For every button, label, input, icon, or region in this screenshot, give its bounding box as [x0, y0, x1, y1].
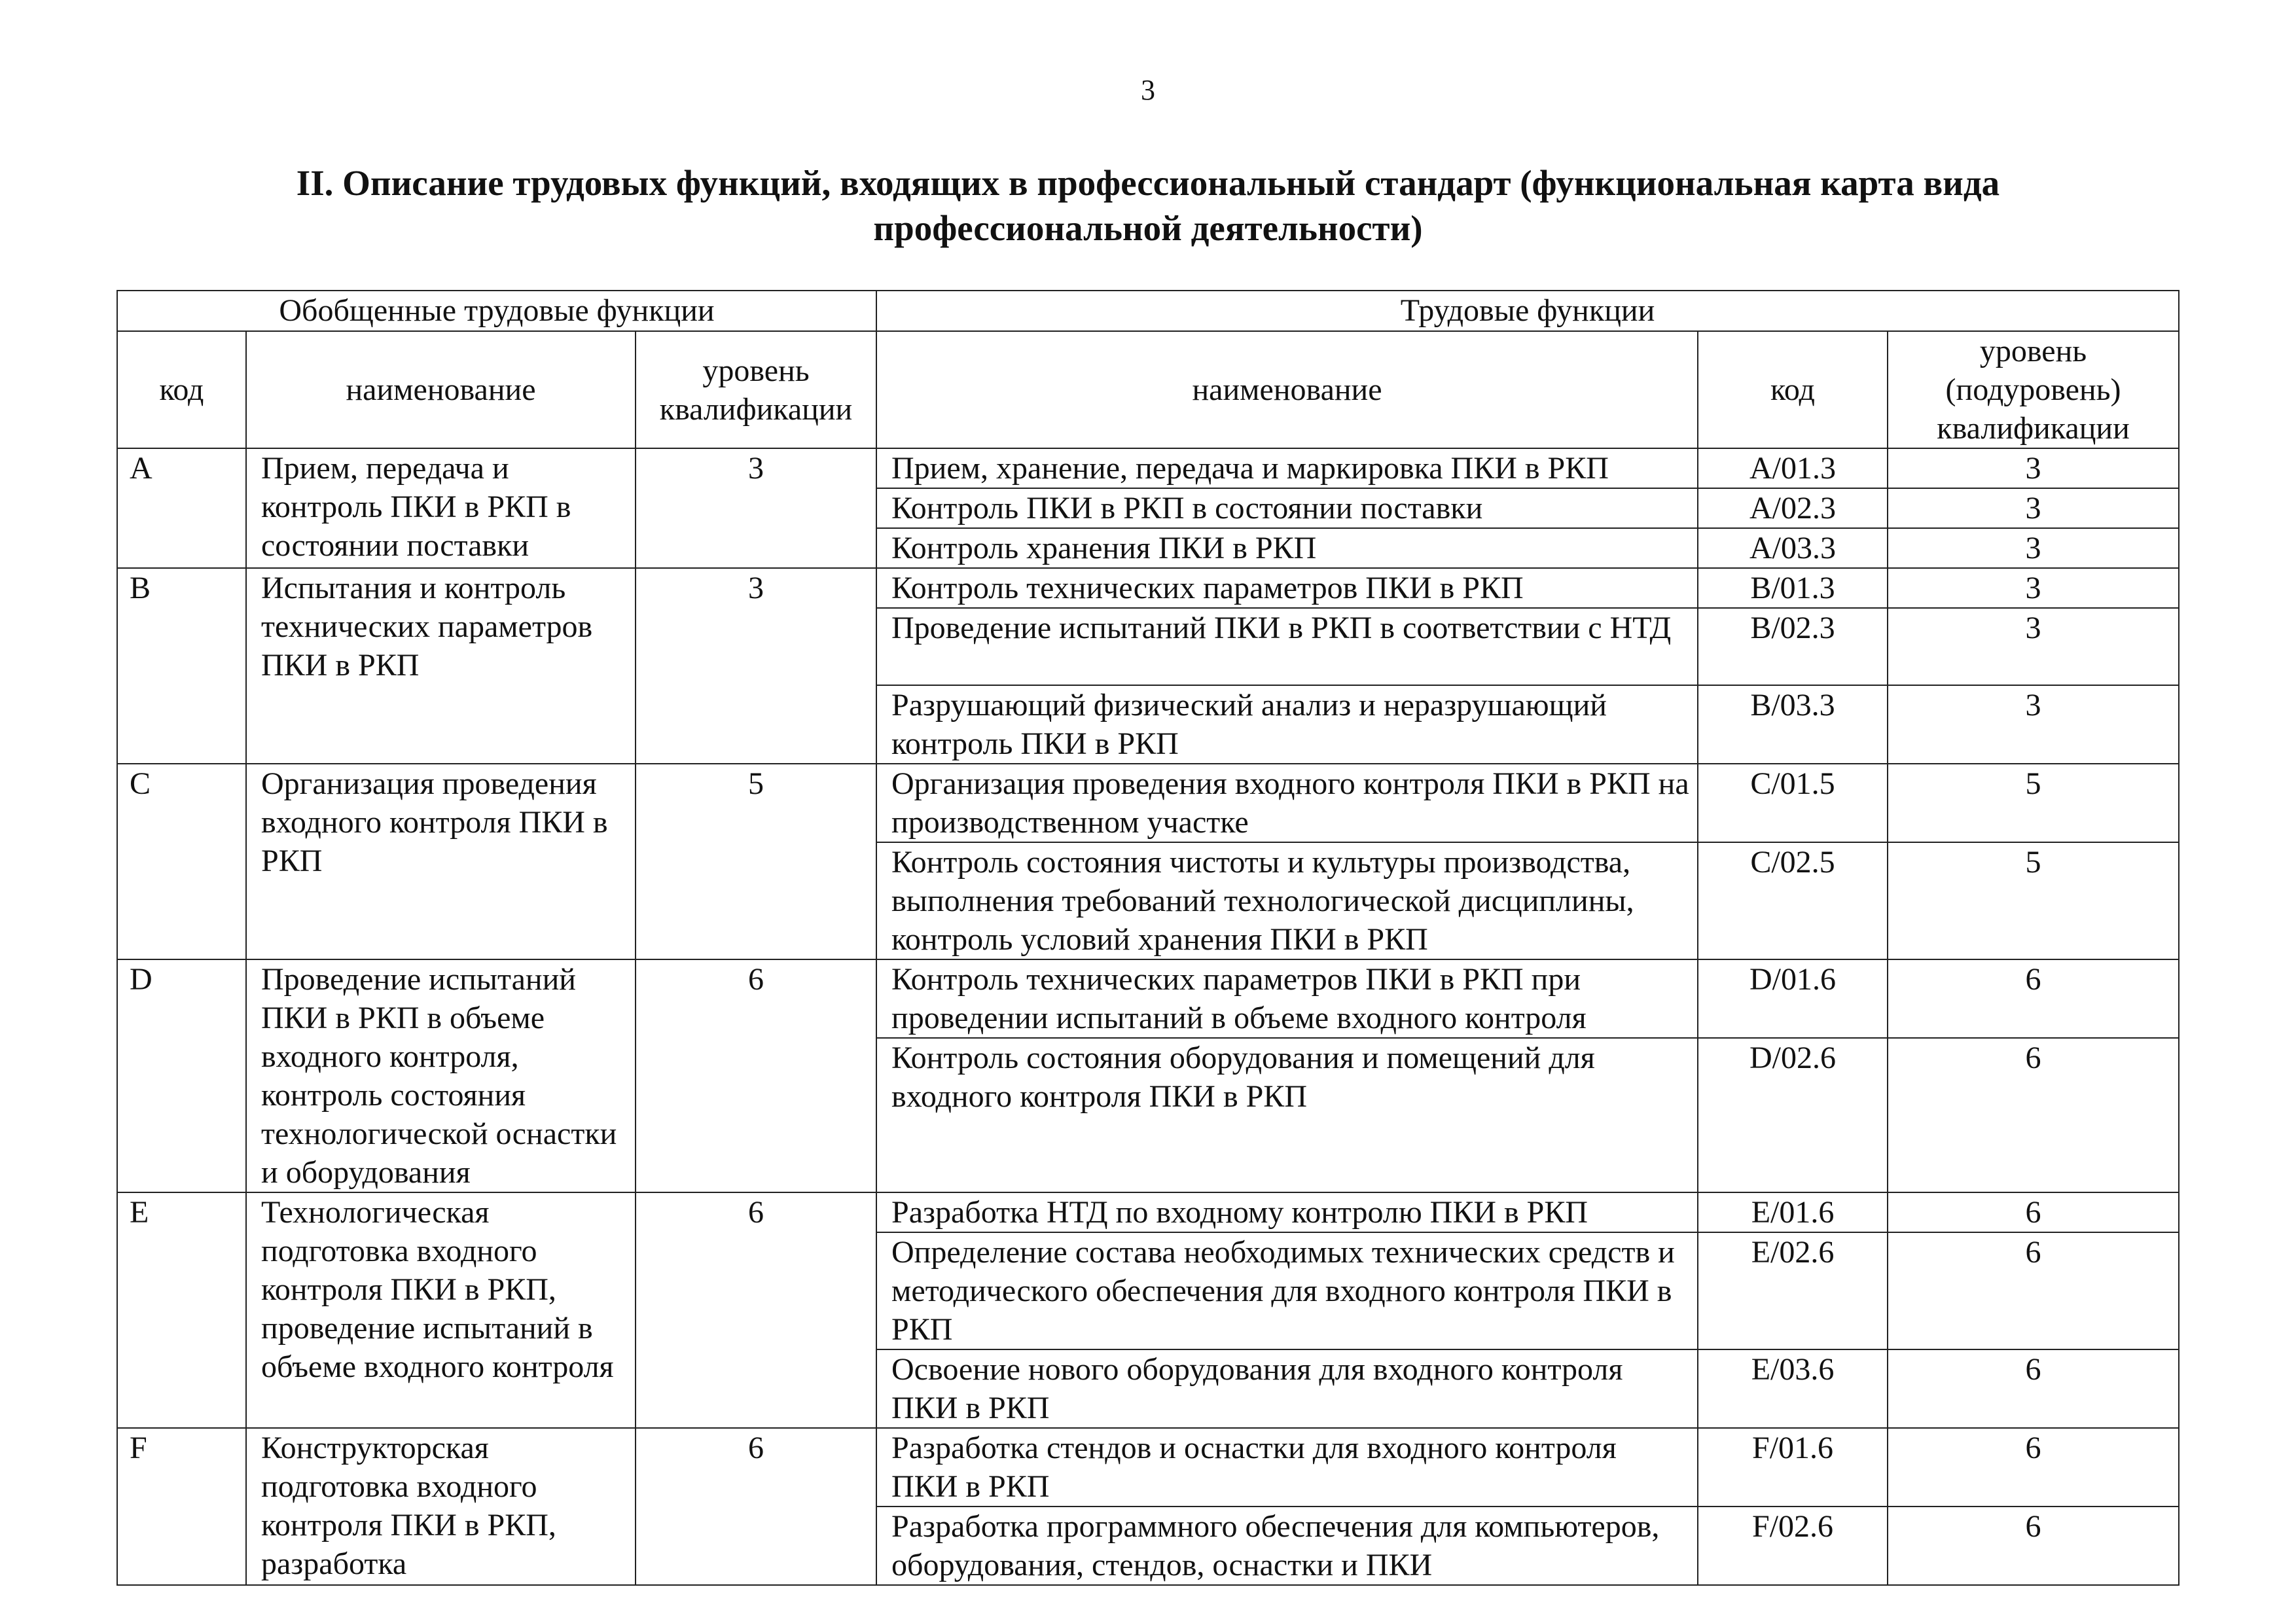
column-header-f-name: наименование	[876, 331, 1698, 448]
labor-function-code: F/02.6	[1698, 1507, 1888, 1585]
generalized-function-level: 3	[636, 448, 876, 568]
labor-function-code: B/01.3	[1698, 568, 1888, 608]
generalized-function-level: 5	[636, 764, 876, 959]
labor-function-code: C/02.5	[1698, 842, 1888, 959]
table-row	[117, 959, 2179, 1038]
table-row	[117, 764, 2179, 842]
labor-function-name: Прием, хранение, передача и маркировка ПКИ в РКП	[876, 448, 1698, 488]
labor-function-level: 3	[1888, 568, 2179, 608]
labor-function-name: Освоение нового оборудования для входного контроля ПКИ в РКП	[876, 1349, 1698, 1428]
generalized-function-code: B	[117, 568, 246, 764]
generalized-function-name: Прием, передача и контроль ПКИ в РКП в состоянии поставки	[246, 448, 636, 568]
column-header-f-level: уровень (подуровень) квалификации	[1888, 331, 2179, 448]
table-row	[117, 568, 2179, 608]
labor-function-code: D/02.6	[1698, 1038, 1888, 1192]
generalized-function-level: 6	[636, 1428, 876, 1585]
labor-function-level: 6	[1888, 1038, 2179, 1192]
labor-function-level: 3	[1888, 608, 2179, 685]
table-row	[117, 448, 2179, 488]
labor-function-level: 6	[1888, 959, 2179, 1038]
labor-function-name: Проведение испытаний ПКИ в РКП в соответствии с НТД	[876, 608, 1698, 685]
labor-function-code: B/02.3	[1698, 608, 1888, 685]
labor-function-code: B/03.3	[1698, 685, 1888, 764]
generalized-function-name: Проведение испытаний ПКИ в РКП в объеме входного контроля, контроль состояния технологической оснастки и оборудования	[246, 959, 636, 1192]
labor-function-code: E/01.6	[1698, 1192, 1888, 1232]
labor-function-level: 6	[1888, 1192, 2179, 1232]
labor-function-name: Разработка НТД по входному контролю ПКИ в РКП	[876, 1192, 1698, 1232]
labor-function-name: Определение состава необходимых технических средств и методического обеспечения для входного контроля ПКИ в РКП	[876, 1232, 1698, 1349]
table-row	[117, 1192, 2179, 1232]
labor-function-name: Организация проведения входного контроля ПКИ в РКП на производственном участке	[876, 764, 1698, 842]
generalized-function-code: F	[117, 1428, 246, 1585]
labor-function-code: D/01.6	[1698, 959, 1888, 1038]
table-column-header-row	[117, 331, 2179, 448]
labor-function-name: Контроль состояния оборудования и помещений для входного контроля ПКИ в РКП	[876, 1038, 1698, 1192]
labor-function-name: Контроль технических параметров ПКИ в РКП	[876, 568, 1698, 608]
generalized-function-code: A	[117, 448, 246, 568]
labor-function-name: Разработка стендов и оснастки для входного контроля ПКИ в РКП	[876, 1428, 1698, 1507]
generalized-function-level: 6	[636, 1192, 876, 1428]
labor-function-level: 6	[1888, 1349, 2179, 1428]
table-row	[117, 1428, 2179, 1507]
generalized-function-name: Конструкторская подготовка входного контроля ПКИ в РКП, разработка	[246, 1428, 636, 1585]
column-header-g-level: уровень квалификации	[636, 331, 876, 448]
labor-function-level: 6	[1888, 1232, 2179, 1349]
labor-function-name: Разрушающий физический анализ и неразрушающий контроль ПКИ в РКП	[876, 685, 1698, 764]
generalized-function-level: 6	[636, 959, 876, 1192]
generalized-function-name: Испытания и контроль технических параметров ПКИ в РКП	[246, 568, 636, 764]
labor-function-name: Контроль ПКИ в РКП в состоянии поставки	[876, 488, 1698, 528]
labor-function-code: E/02.6	[1698, 1232, 1888, 1349]
page-title-line-1: II. Описание трудовых функций, входящих в профессиональный стандарт (функциональная карта вида	[296, 163, 2000, 203]
labor-function-name: Контроль хранения ПКИ в РКП	[876, 528, 1698, 568]
labor-function-code: C/01.5	[1698, 764, 1888, 842]
generalized-function-code: E	[117, 1192, 246, 1428]
labor-function-level: 5	[1888, 842, 2179, 959]
page-title	[131, 160, 2165, 251]
generalized-function-name: Технологическая подготовка входного контроля ПКИ в РКП, проведение испытаний в объеме входного контроля	[246, 1192, 636, 1428]
page-number: 3	[1141, 74, 1155, 106]
column-header-g-code: код	[117, 331, 246, 448]
table-group-header-row	[117, 291, 2179, 331]
labor-function-level: 3	[1888, 685, 2179, 764]
labor-function-name: Контроль технических параметров ПКИ в РКП при проведении испытаний в объеме входного контроля	[876, 959, 1698, 1038]
generalized-function-level: 3	[636, 568, 876, 764]
labor-function-code: E/03.6	[1698, 1349, 1888, 1428]
labor-function-level: 3	[1888, 448, 2179, 488]
generalized-function-code: C	[117, 764, 246, 959]
labor-function-level: 3	[1888, 488, 2179, 528]
labor-function-level: 6	[1888, 1507, 2179, 1585]
functional-map-table	[117, 290, 2179, 1586]
labor-function-level: 6	[1888, 1428, 2179, 1507]
labor-function-code: F/01.6	[1698, 1428, 1888, 1507]
page-title-line-2: профессиональной деятельности)	[873, 208, 1423, 249]
column-header-g-name: наименование	[246, 331, 636, 448]
labor-function-name: Контроль состояния чистоты и культуры производства, выполнения требований технологической дисциплины, контроль условий хранения ПКИ в РКП	[876, 842, 1698, 959]
column-header-f-code: код	[1698, 331, 1888, 448]
generalized-function-name: Организация проведения входного контроля ПКИ в РКП	[246, 764, 636, 959]
labor-function-code: A/01.3	[1698, 448, 1888, 488]
labor-function-code: A/02.3	[1698, 488, 1888, 528]
labor-function-level: 5	[1888, 764, 2179, 842]
labor-function-level: 3	[1888, 528, 2179, 568]
labor-function-name: Разработка программного обеспечения для компьютеров, оборудования, стендов, оснастки и ПКИ	[876, 1507, 1698, 1585]
labor-functions-header: Трудовые функции	[876, 291, 2179, 331]
labor-function-code: A/03.3	[1698, 528, 1888, 568]
generalized-function-code: D	[117, 959, 246, 1192]
generalized-functions-header: Обобщенные трудовые функции	[117, 291, 876, 331]
